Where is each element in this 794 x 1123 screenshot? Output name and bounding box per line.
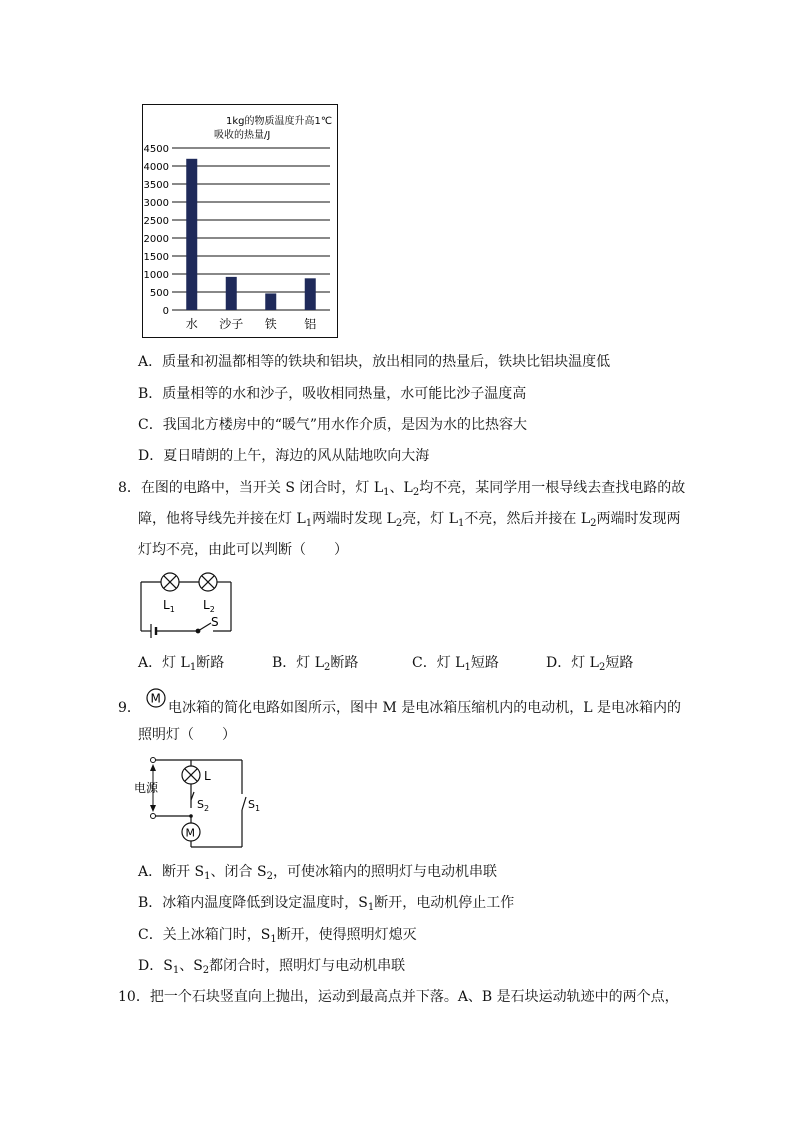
lamp-l2-label: $L_2$ [203, 598, 215, 614]
chart-title-line2: 吸收的热量/J [214, 130, 271, 141]
chart-ytick-label: 4500 [143, 144, 169, 155]
chart-xtick-label: 水 [185, 317, 198, 331]
chart-bar [305, 278, 316, 310]
chart-xtick-label: 沙子 [219, 317, 244, 331]
chart-ytick-label: 1000 [143, 270, 169, 281]
chart-ytick-label: 500 [149, 288, 169, 299]
chart-bar [265, 293, 276, 310]
q8-choice-a: A．灯 $L_1$断路 [138, 655, 225, 673]
lamp-l1-icon [161, 573, 179, 591]
q10-stem-line1: 10．把一个石块竖直向上抛出，运动到最高点并下落。A、B 是石块运动轨迹中的两个点， [118, 989, 679, 1005]
q8-choice-b: B．灯 $L_2$断路 [272, 655, 359, 673]
chart-ytick-label: 2500 [143, 216, 169, 227]
lamp-l-icon [182, 766, 200, 784]
lamp-l1-label: $L_1$ [163, 598, 175, 614]
chart-title-line1: 1kg的物质温度升高1℃ [226, 116, 333, 127]
chart-ytick-label: 2000 [143, 234, 169, 245]
switch-s2-label: $S_2$ [197, 798, 210, 813]
q9-circuit-diagram [134, 752, 264, 852]
switch-s-label: S [211, 615, 219, 629]
q7-option-c: C．我国北方楼房中的“暖气”用水作介质，是因为水的比热容大 [138, 417, 528, 433]
heat-capacity-chart [142, 104, 338, 338]
lamp-l2-icon [199, 573, 217, 591]
lamp-l-label: L [204, 769, 211, 783]
q8-stem-line3: 灯均不亮，由此可以判断（ ） [138, 542, 348, 558]
chart-ytick-label: 1500 [143, 252, 169, 263]
q9-stem-line2: 照明灯（ ） [138, 727, 236, 743]
q9-option-d: D．$S_1$、$S_2$都闭合时，照明灯与电动机串联 [138, 958, 406, 976]
q7-option-d: D．夏日晴朗的上午，海边的风从陆地吹向大海 [138, 448, 430, 464]
chart-ytick-label: 3000 [143, 198, 169, 209]
q8-circuit-diagram [138, 568, 238, 640]
q8-choice-c: C．灯 $L_1$短路 [412, 655, 499, 673]
q8-stem-line2: 障，他将导线先并接在灯 $L_1$两端时发现 $L_2$亮，灯 $L_1$不亮，然后并接在 $L_2$两端时发现两 [138, 511, 681, 529]
q9-stem-line1: 电冰箱的简化电路如图所示，图中 M 是电冰箱压缩机内的电动机，L 是电冰箱内的 [168, 700, 681, 716]
q8-stem-line1: 8．在图的电路中，当开关 S 闭合时，灯 $L_1$、$L_2$均不亮，某同学用一根导线去查找电路的故 [118, 480, 686, 498]
chart-ytick-label: 4000 [143, 162, 169, 173]
chart-xtick-label: 铁 [264, 317, 277, 331]
chart-bar [226, 277, 237, 310]
switch-s1-label: $S_1$ [248, 798, 261, 813]
q9-option-a: A．断开 $S_1$、闭合 $S_2$，可使冰箱内的照明灯与电动机串联 [138, 864, 497, 882]
chart-svg [142, 104, 338, 338]
chart-ytick-label: 0 [162, 306, 169, 317]
chart-bar [186, 159, 197, 310]
q7-option-b: B．质量相等的水和沙子，吸收相同热量，水可能比沙子温度高 [138, 386, 527, 402]
svg-text:M: M [150, 691, 161, 706]
svg-text:M: M [185, 826, 195, 840]
q9-number: 9． [118, 700, 141, 716]
power-label: 电源 [134, 781, 159, 795]
chart-ytick-label: 3500 [143, 180, 169, 191]
motor-symbol-icon [146, 688, 166, 708]
chart-xtick-label: 铝 [304, 317, 317, 331]
q7-option-a: A．质量和初温都相等的铁块和铝块，放出相同的热量后，铁块比铝块温度低 [138, 354, 611, 370]
motor-m-icon [182, 823, 200, 841]
q9-option-c: C．关上冰箱门时，$S_1$断开，使得照明灯熄灭 [138, 927, 417, 945]
q9-option-b: B．冰箱内温度降低到设定温度时，$S_1$断开，电动机停止工作 [138, 895, 515, 913]
q8-choice-d: D．灯 $L_2$短路 [546, 655, 634, 673]
